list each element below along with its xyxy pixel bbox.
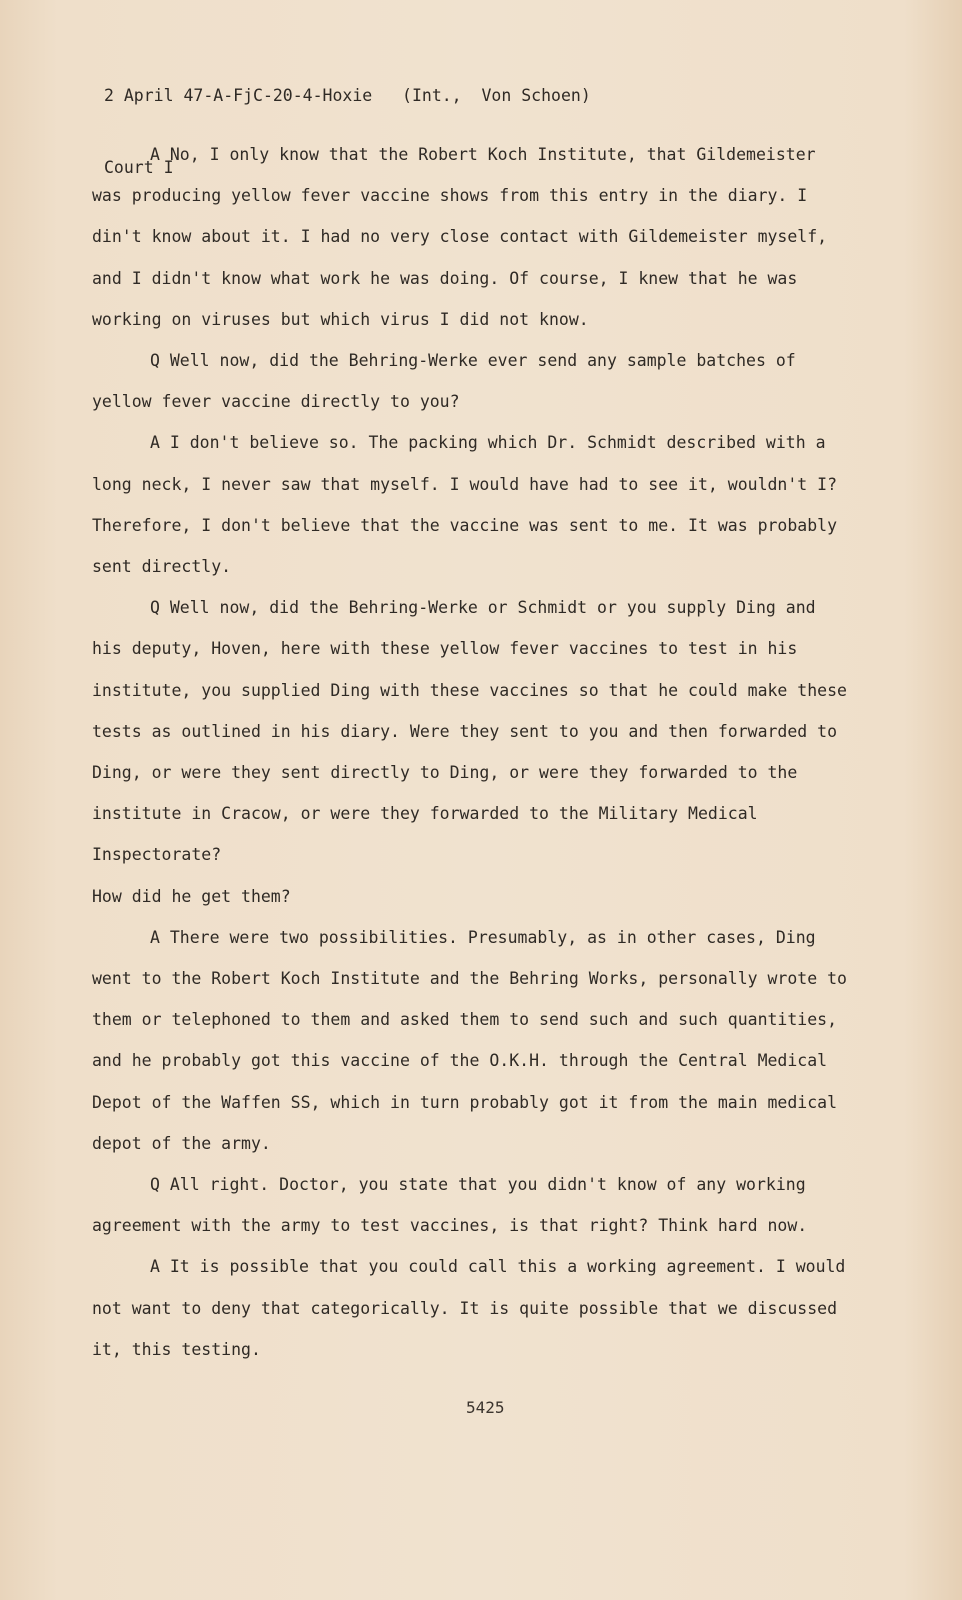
answer-paragraph: A It is possible that you could call this a working agreement. I would not want to deny that categorically. It is quite possible that we discussed it, this testing. [92,1257,846,1359]
question-paragraph: Q Well now, did the Behring-Werke ever send any sample batches of yellow fever vaccine directly to you? [92,351,796,412]
transcript-body [92,134,852,1370]
answer-paragraph: A There were two possibilities. Presumably, as in other cases, Ding went to the Robert Koch Institute and the Behring Works, personally wrote to them or telephoned to them and asked them to send such and such quantities, and he probably got this vaccine of the O.K.H. through the Central Medical Depot of the Waffen SS, which in turn probably got it from the main medical depot of the army. [92,927,847,1153]
question-paragraph: Q All right. Doctor, you state that you didn't know of any working agreement with the army to test vaccines, is that right? Think hard now. [92,1175,808,1236]
header-line-1: 2 April 47-A-FjC-20-4-Hoxie (Int., Von Schoen) [104,86,591,105]
answer-paragraph: A I don't believe so. The packing which Dr. Schmidt described with a long neck, I never saw that myself. I would have had to see it, wouldn't I? Therefore, I don't believe that the vaccine was sent to me. It was probably sent directly. [92,433,838,577]
answer-paragraph: A No, I only know that the Robert Koch Institute, that Gildemeister was producing yellow fever vaccine shows from this entry in the diary. I din't know about it. I had no very close contact with Gildemeister myself, and I didn't know what work he was doing. Of course, I knew that he was working on viruses but which virus I did not know. [92,145,828,329]
question-paragraph: Q Well now, did the Behring-Werke or Schmidt or you supply Ding and his deputy, Hoven, here with these yellow fever vaccines to test in his institute, you supplied Ding with these vaccines so that he could make these tests as outlined in his diary. Were they sent to you and then forwarded to Ding, or were they sent directly to Ding, or were they forwarded to the institute in Cracow, or were they forwarded to the Military Medical Inspectorate? [92,598,847,865]
header-line-2: Court I [104,158,174,177]
question-continuation: How did he get them? [92,886,291,906]
page-number: 5425 [466,1398,505,1417]
